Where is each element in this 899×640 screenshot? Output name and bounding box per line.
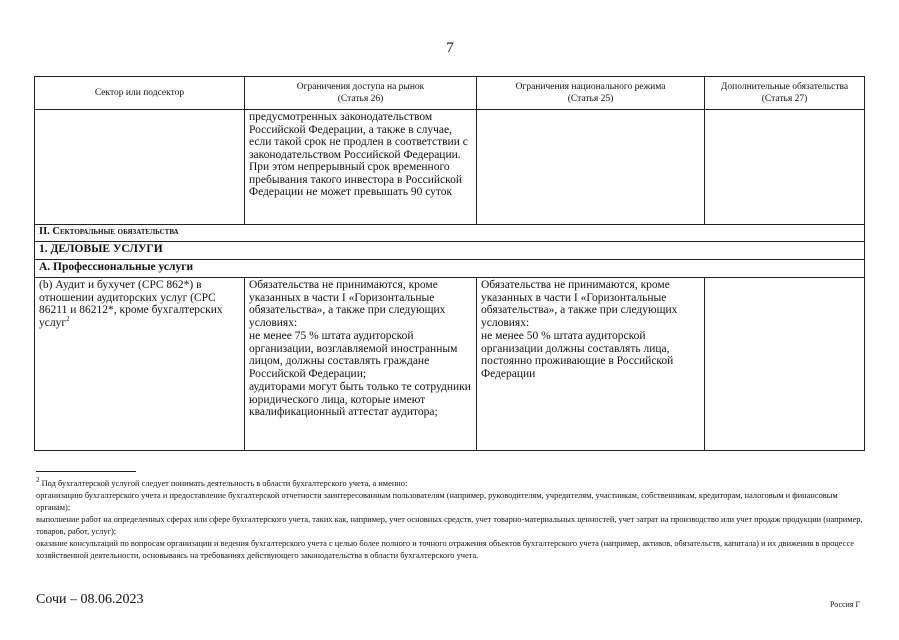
table-header-row	[35, 77, 865, 110]
subsection-title: 1. ДЕЛОВЫЕ УСЛУГИ	[35, 242, 865, 260]
header-additional-article: (Статья 27)	[761, 94, 808, 104]
header-market-access: Ограничения доступа на рынок (Статья 26)	[245, 77, 477, 110]
commitments-table	[34, 76, 865, 451]
header-national-treatment: Ограничения национального режима (Статья 25)	[477, 77, 705, 110]
header-market-access-article: (Статья 26)	[337, 94, 384, 104]
footnotes	[36, 478, 866, 562]
header-additional: Дополнительные обязательства (Статья 27)	[705, 77, 865, 110]
subsection-row	[35, 242, 865, 260]
table-row-continuation	[35, 110, 865, 225]
subsubsection-title: А. Профессиональные услуги	[35, 260, 865, 278]
section-row	[35, 225, 865, 242]
table-row-audit	[35, 278, 865, 451]
footnote-divider	[36, 471, 136, 472]
national-treatment-cell: Обязательства не принимаются, кроме указанных в части I «Горизонтальные обязательства», а также при следующих условиях: не менее 50 % штата аудиторской организации должны составлять лица, постоянно проживающие в Российской Федерации	[477, 278, 705, 451]
footnote-mark: 2	[36, 476, 40, 485]
header-sector: Сектор или подсектор	[35, 77, 245, 110]
footer-country: Россия Г	[830, 600, 861, 609]
market-access-cell: Обязательства не принимаются, кроме указанных в части I «Горизонтальные обязательства», а также при следующих условиях: не менее 75 % штата аудиторской организации, возглавляемой иностранным лицом, должны составлять граждане Российской Федерации; аудиторами могут быть только те сотрудники юридического лица, которые имеют квалификационный аттестат аудитора;	[245, 278, 477, 451]
continuation-cell: предусмотренных законодательством Российской Федерации, а также в случае, если такой срок не продлен в соответствии с законодательством Российской Федерации. При этом непрерывный срок временного пребывания такого инвестора в Российской Федерации не может превышать 90 суток	[245, 110, 477, 225]
footnote-ref: 2	[66, 314, 70, 323]
page-number: 7	[446, 40, 454, 56]
sector-cell: (b) Аудит и бухучет (CPC 862*) в отношении аудиторских услуг (CPC 86211 и 86212*, кроме бухгалтерских услуг$^2$	[35, 278, 245, 451]
footnote-line: организацию бухгалтерского учета и предоставление бухгалтерской отчетности заинтересованным пользователям (например, руководителям, учредителям, участникам, собственникам, кредиторам, налоговым и финансовым органам);	[36, 491, 838, 512]
footer-date: Сочи – 08.06.2023	[36, 592, 144, 607]
footnote-line: $^2$ Под бухгалтерской услугой следует понимать деятельность в области бухгалтерского учета, а именно:	[36, 476, 408, 488]
section-title: II. Секторальные обязательства	[35, 225, 865, 242]
subsubsection-row	[35, 260, 865, 278]
additional-cell	[705, 278, 865, 451]
footnote-line: оказание консультаций по вопросам организации и ведения бухгалтерского учета с целью более полного и точного отражения объектов бухгалтерского учета (например, активов, обязательств, капитала) и их движения в процессе хозяйственной деятельности, основываясь на требованиях действующего законодательства в области бухгалтерского учета.	[36, 539, 854, 560]
footnote-line: выполнение работ на определенных сферах или сфере бухгалтерского учета, таких как, например, учет основных средств, учет товарно-материальных ценностей, учет затрат на производство или учет продаж продукции (например, товаров, работ, услуг);	[36, 515, 863, 536]
header-national-treatment-article: (Статья 25)	[567, 94, 614, 104]
